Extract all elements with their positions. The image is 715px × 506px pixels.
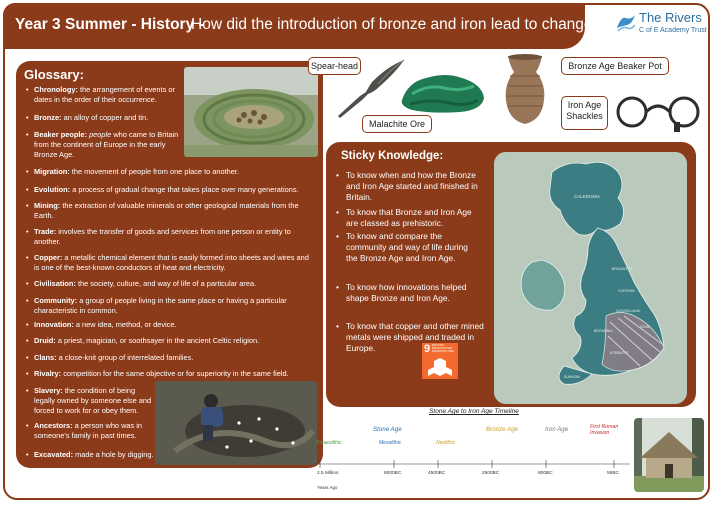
timeline-date: 800BC [538, 471, 553, 476]
britain-map [494, 152, 687, 404]
glossary-panel [16, 61, 323, 468]
era-label: Iron Age [545, 426, 569, 433]
sdg-text: INDUSTRY, INNOVATION AND INFRASTRUCTURE [432, 344, 454, 353]
map-label: CATUVELLAUNI [616, 309, 640, 313]
glossary-title: Glossary: [24, 67, 84, 82]
sticky-knowledge-title: Sticky Knowledge: [341, 150, 444, 162]
page-title: Year 3 Summer - History - [15, 16, 204, 33]
spear-head-label: Spear-head [308, 57, 361, 75]
map-label: BRITANNIA [594, 329, 613, 333]
malachite-image [398, 70, 488, 114]
glossary-item: • Mining: the extraction of valuable minerals or other geological materials from the Earth. [26, 201, 299, 220]
timeline-axis [314, 458, 634, 472]
map-label: CORITANI [618, 289, 635, 293]
glossary-item: • Chronology: the arrangement of events or dates in the order of their occurrence. [26, 85, 175, 104]
map-label: CALEDONIA [574, 194, 601, 199]
glossary-item: • Innovation: a new idea, method, or device. [26, 320, 177, 329]
timeline-axis-note: Years Ago [317, 485, 338, 490]
timeline-date: 2500BC [482, 471, 500, 476]
glossary-item: • Clans: a close-knit group of interrelated families. [26, 353, 194, 362]
glossary-item: • Trade: involves the transfer of goods and services from one person or entity to another. [26, 227, 291, 246]
map-label: BRIGANTES [612, 267, 633, 271]
sticky-knowledge-panel [326, 142, 696, 407]
sdg-9-badge [422, 343, 458, 379]
sub-era-label: Palaeolithic [316, 440, 342, 446]
glossary-item: • Excavated: made a hole by digging. [26, 450, 154, 459]
glossary-item: • Civilisation: the society, culture, and way of life of a particular area. [26, 279, 257, 288]
beaker-pot-image [500, 52, 550, 126]
era-label: Bronze Age [486, 426, 519, 433]
knowledge-item: • To know and compare the community and way of life during the Bronze Age and Iron Age. [336, 231, 468, 263]
shackles-image [612, 84, 706, 136]
glossary-item: • Community: a group of people living in the same place or having a particular characteristic in common. [26, 296, 287, 315]
roundhouse-photo [634, 418, 704, 492]
logo-subtitle: C of E Academy Trust [639, 27, 707, 34]
shackles-label: Iron Age Shackles [561, 96, 608, 130]
timeline-title: Stone Age to Iron Age Timeline [429, 408, 519, 415]
sub-era-label: Neolithic [436, 440, 456, 446]
era-label: First Roman Invasion [590, 424, 619, 436]
cubes-icon [428, 357, 452, 377]
key-question: How did the introduction of bronze and iron lead to change? [191, 16, 602, 33]
excavation-photo [155, 381, 317, 465]
malachite-label: Malachite Ore [362, 115, 432, 133]
timeline-date: 55BC [607, 471, 619, 476]
era-label: Stone Age [373, 426, 402, 433]
glossary-item: • Evolution: a process of gradual change that takes place over many generations. [26, 185, 299, 194]
glossary-item: • Slavery: the condition of being legally owned by someone else and forced to work for or obey them. [26, 386, 152, 415]
sub-era-label: Mesolithic [379, 440, 402, 446]
glossary-item: • Druid: a priest, magician, or soothsayer in the ancient Celtic religion. [26, 336, 260, 345]
sdg-number: 9 [424, 343, 431, 355]
logo-name: The Rivers [639, 10, 702, 25]
knowledge-item: • To know that Bronze and Iron Age are classed as prehistoric. [336, 207, 472, 228]
timeline [314, 404, 634, 496]
glossary-item: • Migration: the movement of people from one place to another. [26, 167, 239, 176]
page-header [3, 3, 602, 49]
glossary-item: • Beaker people: people who came to Britain from the continent of Europe in the early Bronze Age. [26, 130, 179, 159]
hill-fort-photo [184, 67, 318, 157]
map-label: ATREBATES [610, 351, 629, 355]
trust-logo [615, 10, 710, 46]
knowledge-item: • To know that copper and other mined metals were shipped and traded in Europe. [336, 321, 484, 353]
beaker-pot-label: Bronze Age Beaker Pot [561, 57, 669, 75]
map-label: DUMNONII [564, 375, 581, 379]
rivers-logo-icon [615, 12, 637, 34]
glossary-item: • Ancestors: a person who was in someone's family in past times. [26, 421, 143, 440]
glossary-item: • Copper: a metallic chemical element that is easily formed into sheets and wires and is one of the best-known conductors of heat and electricity. [26, 253, 309, 272]
glossary-item: • Bronze: an alloy of copper and tin. [26, 113, 149, 122]
glossary-item: • Rivalry: competition for the same objective or for superiority in the same field. [26, 369, 289, 378]
timeline-date: 8000BC [384, 471, 402, 476]
map-label: ICENI [640, 325, 650, 329]
timeline-date: 2.5 Million [317, 471, 339, 476]
knowledge-item: • To know how innovations helped shape Bronze and Iron Age. [336, 282, 467, 303]
timeline-date: 4500BC [428, 471, 446, 476]
knowledge-item: • To know when and how the Bronze and Iron Age started and finished in Britain. [336, 170, 478, 202]
